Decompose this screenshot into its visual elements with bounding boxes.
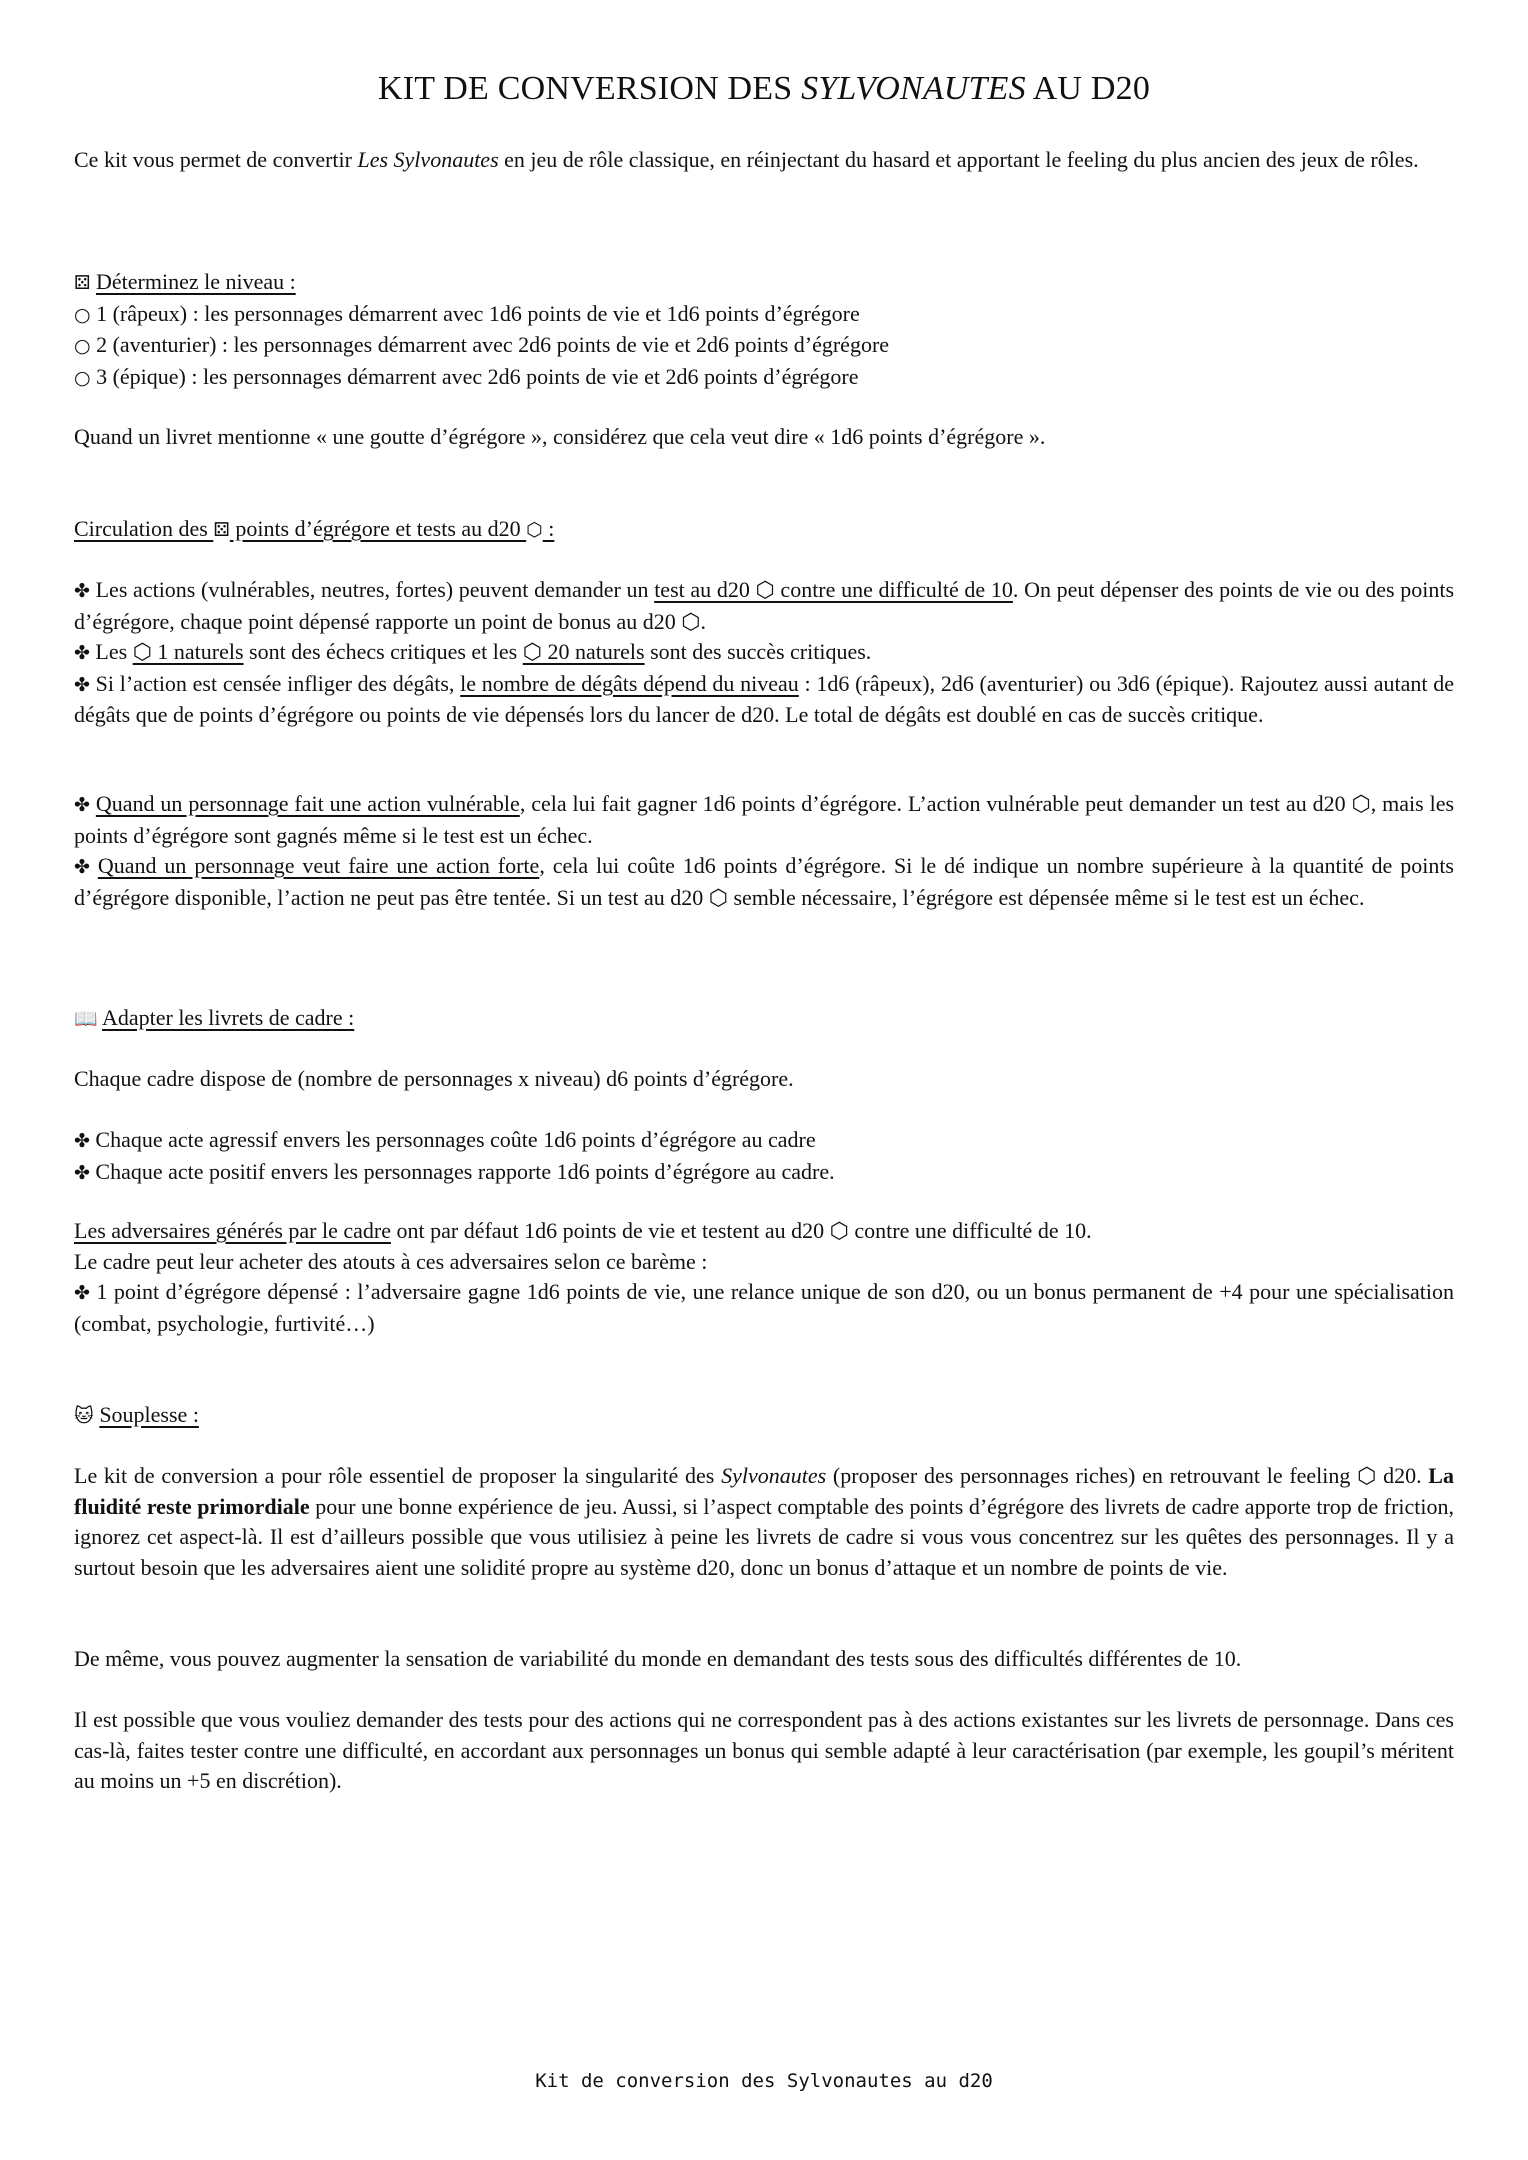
- bullet-acte-agressif: ✤ Chaque acte agressif envers les personnages coûte 1d6 points d’égrégore au cadre: [74, 1125, 1454, 1157]
- cadre-paragraph: Chaque cadre dispose de (nombre de personnages x niveau) d6 points d’égrégore.: [74, 1066, 794, 1091]
- niveau-option-2: ○ 2 (aventurier) : les personnages démarrent avec 2d6 points de vie et 2d6 points d’égrégore: [74, 330, 1454, 362]
- page-title: KIT DE CONVERSION DES SYLVONAUTES AU D20: [377, 70, 1151, 107]
- bullet-test-d20: ✤ Les actions (vulnérables, neutres, fortes) peuvent demander un test au d20 ⬡ contre une difficulté de 10. On peut dépenser des points de vie ou des points d’égrégore, chaque point dépensé rapporte un point de bonus au d20 ⬡.: [74, 577, 1455, 634]
- circle-icon: ○: [74, 366, 91, 389]
- bullet-naturels: ✤ Les ⬡ 1 naturels sont des échecs critiques et les ⬡ 20 naturels sont des succès critiques.: [74, 637, 1454, 669]
- circulation-bullets: [74, 575, 1454, 731]
- circle-icon: ○: [74, 303, 91, 326]
- page-footer: Kit de conversion des Sylvonautes au d20: [535, 2070, 993, 2092]
- die-icon: ⚄: [213, 519, 230, 541]
- niveau-section: [74, 267, 1454, 393]
- clover-icon: ✤: [74, 642, 90, 664]
- souplesse-paragraph-3: Il est possible que vous vouliez demander des tests pour des actions qui ne correspondent pas à des actions existantes sur les livrets de personnage. Dans ces cas-là, faites tester contre une difficulté, en accordant aux personnages un bonus qui semble adapté à leur caractérisation (par exemple, les goupil’s méritent au moins un +5 en discrétion).: [74, 1707, 1454, 1793]
- clover-icon: ✤: [74, 580, 90, 602]
- cadre-heading: 📖 Adapter les livrets de cadre :: [74, 1003, 1454, 1035]
- bullet-action-forte: ✤ Quand un personnage veut faire une action forte, cela lui coûte 1d6 points d’égrégore. Si le dé indique un nombre supérieure à la quantité de points d’égrégore disponible, l’action ne peut pas être tentée. Si un test au d20 ⬡ semble nécessaire, l’égrégore est dépensée même si le test est un échec.: [74, 853, 1454, 910]
- niveau-note: Quand un livret mentionne « une goutte d’égrégore », considérez que cela veut dire « 1d6 points d’égrégore ».: [74, 424, 1046, 449]
- clover-icon: ✤: [74, 1130, 90, 1152]
- clover-icon: ✤: [74, 1282, 90, 1304]
- clover-icon: ✤: [74, 856, 90, 878]
- adversaires-block: Les adversaires générés par le cadre ont par défaut 1d6 points de vie et testent au d20 ⬡ contre une difficulté de 10. Le cadre peut leur acheter des atouts à ces adversaires selon ce barème : ✤ 1 point d’égrégore dépensé : l’adversaire gagne 1d6 points de vie, une relance unique de son d20, ou un bonus permanent de +4 pour une spécialisation (combat, psychologie, furtivité…): [74, 1216, 1454, 1339]
- bullet-acte-positif: ✤ Chaque acte positif envers les personnages rapporte 1d6 points d’égrégore au cadre.: [74, 1157, 1454, 1189]
- niveau-option-3: ○ 3 (épique) : les personnages démarrent avec 2d6 points de vie et 2d6 points d’égrégore: [74, 362, 1454, 394]
- souplesse-paragraph-2: De même, vous pouvez augmenter la sensation de variabilité du monde en demandant des tests sous des difficultés différentes de 10.: [74, 1646, 1242, 1671]
- niveau-option-1: ○ 1 (râpeux) : les personnages démarrent avec 1d6 points de vie et 1d6 points d’égrégore: [74, 299, 1454, 331]
- clover-icon: ✤: [74, 673, 90, 696]
- hex-icon: ⬡: [526, 519, 543, 541]
- die-icon: ⚄: [74, 272, 91, 294]
- cat-icon: 🐱: [74, 1405, 94, 1427]
- clover-icon: ✤: [74, 794, 90, 816]
- circulation-heading: Circulation des ⚄ points d’égrégore et tests au d20 ⬡ :: [74, 514, 1454, 546]
- clover-icon: ✤: [74, 1161, 90, 1184]
- cadre-bullets: [74, 1125, 1454, 1188]
- bullet-bareme: ✤ 1 point d’égrégore dépensé : l’adversaire gagne 1d6 points de vie, une relance unique de son d20, ou un bonus permanent de +4 pour une spécialisation (combat, psychologie, furtivité…): [74, 1279, 1454, 1336]
- souplesse-paragraph-1: Le kit de conversion a pour rôle essentiel de proposer la singularité des Sylvonautes (proposer des personnages riches) en retrouvant le feeling ⬡ d20. La fluidité reste primordiale pour une bonne expérience de jeu. Aussi, si l’aspect comptable des points d’égrégore des livrets de cadre apporte trop de friction, ignorez cet aspect-là. Il est d’ailleurs possible que vous utilisiez à peine les livrets de cadre si vous vous concentrez sur les quêtes des personnages. Il y a surtout besoin que les adversaires aient une solidité propre au système d20, donc un bonus d’attaque et un nombre de points de vie.: [74, 1463, 1455, 1580]
- circle-icon: ○: [74, 335, 91, 357]
- bullet-degats: ✤ Si l’action est censée infliger des dégâts, le nombre de dégâts dépend du niveau : 1d6 (râpeux), 2d6 (aventurier) ou 3d6 (épique). Rajoutez aussi autant de dégâts que de points d’égrégore ou points de vie dépensés lors du lancer de d20. Le total de dégâts est doublé en cas de succès critique.: [74, 670, 1455, 727]
- circulation-bullets-2: [74, 789, 1454, 913]
- intro-paragraph: Ce kit vous permet de convertir Les Sylvonautes en jeu de rôle classique, en réinjectant du hasard et apportant le feeling du plus ancien des jeux de rôles.: [74, 147, 1419, 172]
- souplesse-heading: 🐱 Souplesse :: [74, 1400, 1454, 1432]
- book-icon: 📖: [74, 1008, 98, 1030]
- bullet-action-vulnerable: ✤ Quand un personnage fait une action vulnérable, cela lui fait gagner 1d6 points d’égrégore. L’action vulnérable peut demander un test au d20 ⬡, mais les points d’égrégore sont gagnés même si le test est un échec.: [74, 791, 1455, 848]
- niveau-heading: ⚄ Déterminez le niveau :: [74, 267, 1454, 299]
